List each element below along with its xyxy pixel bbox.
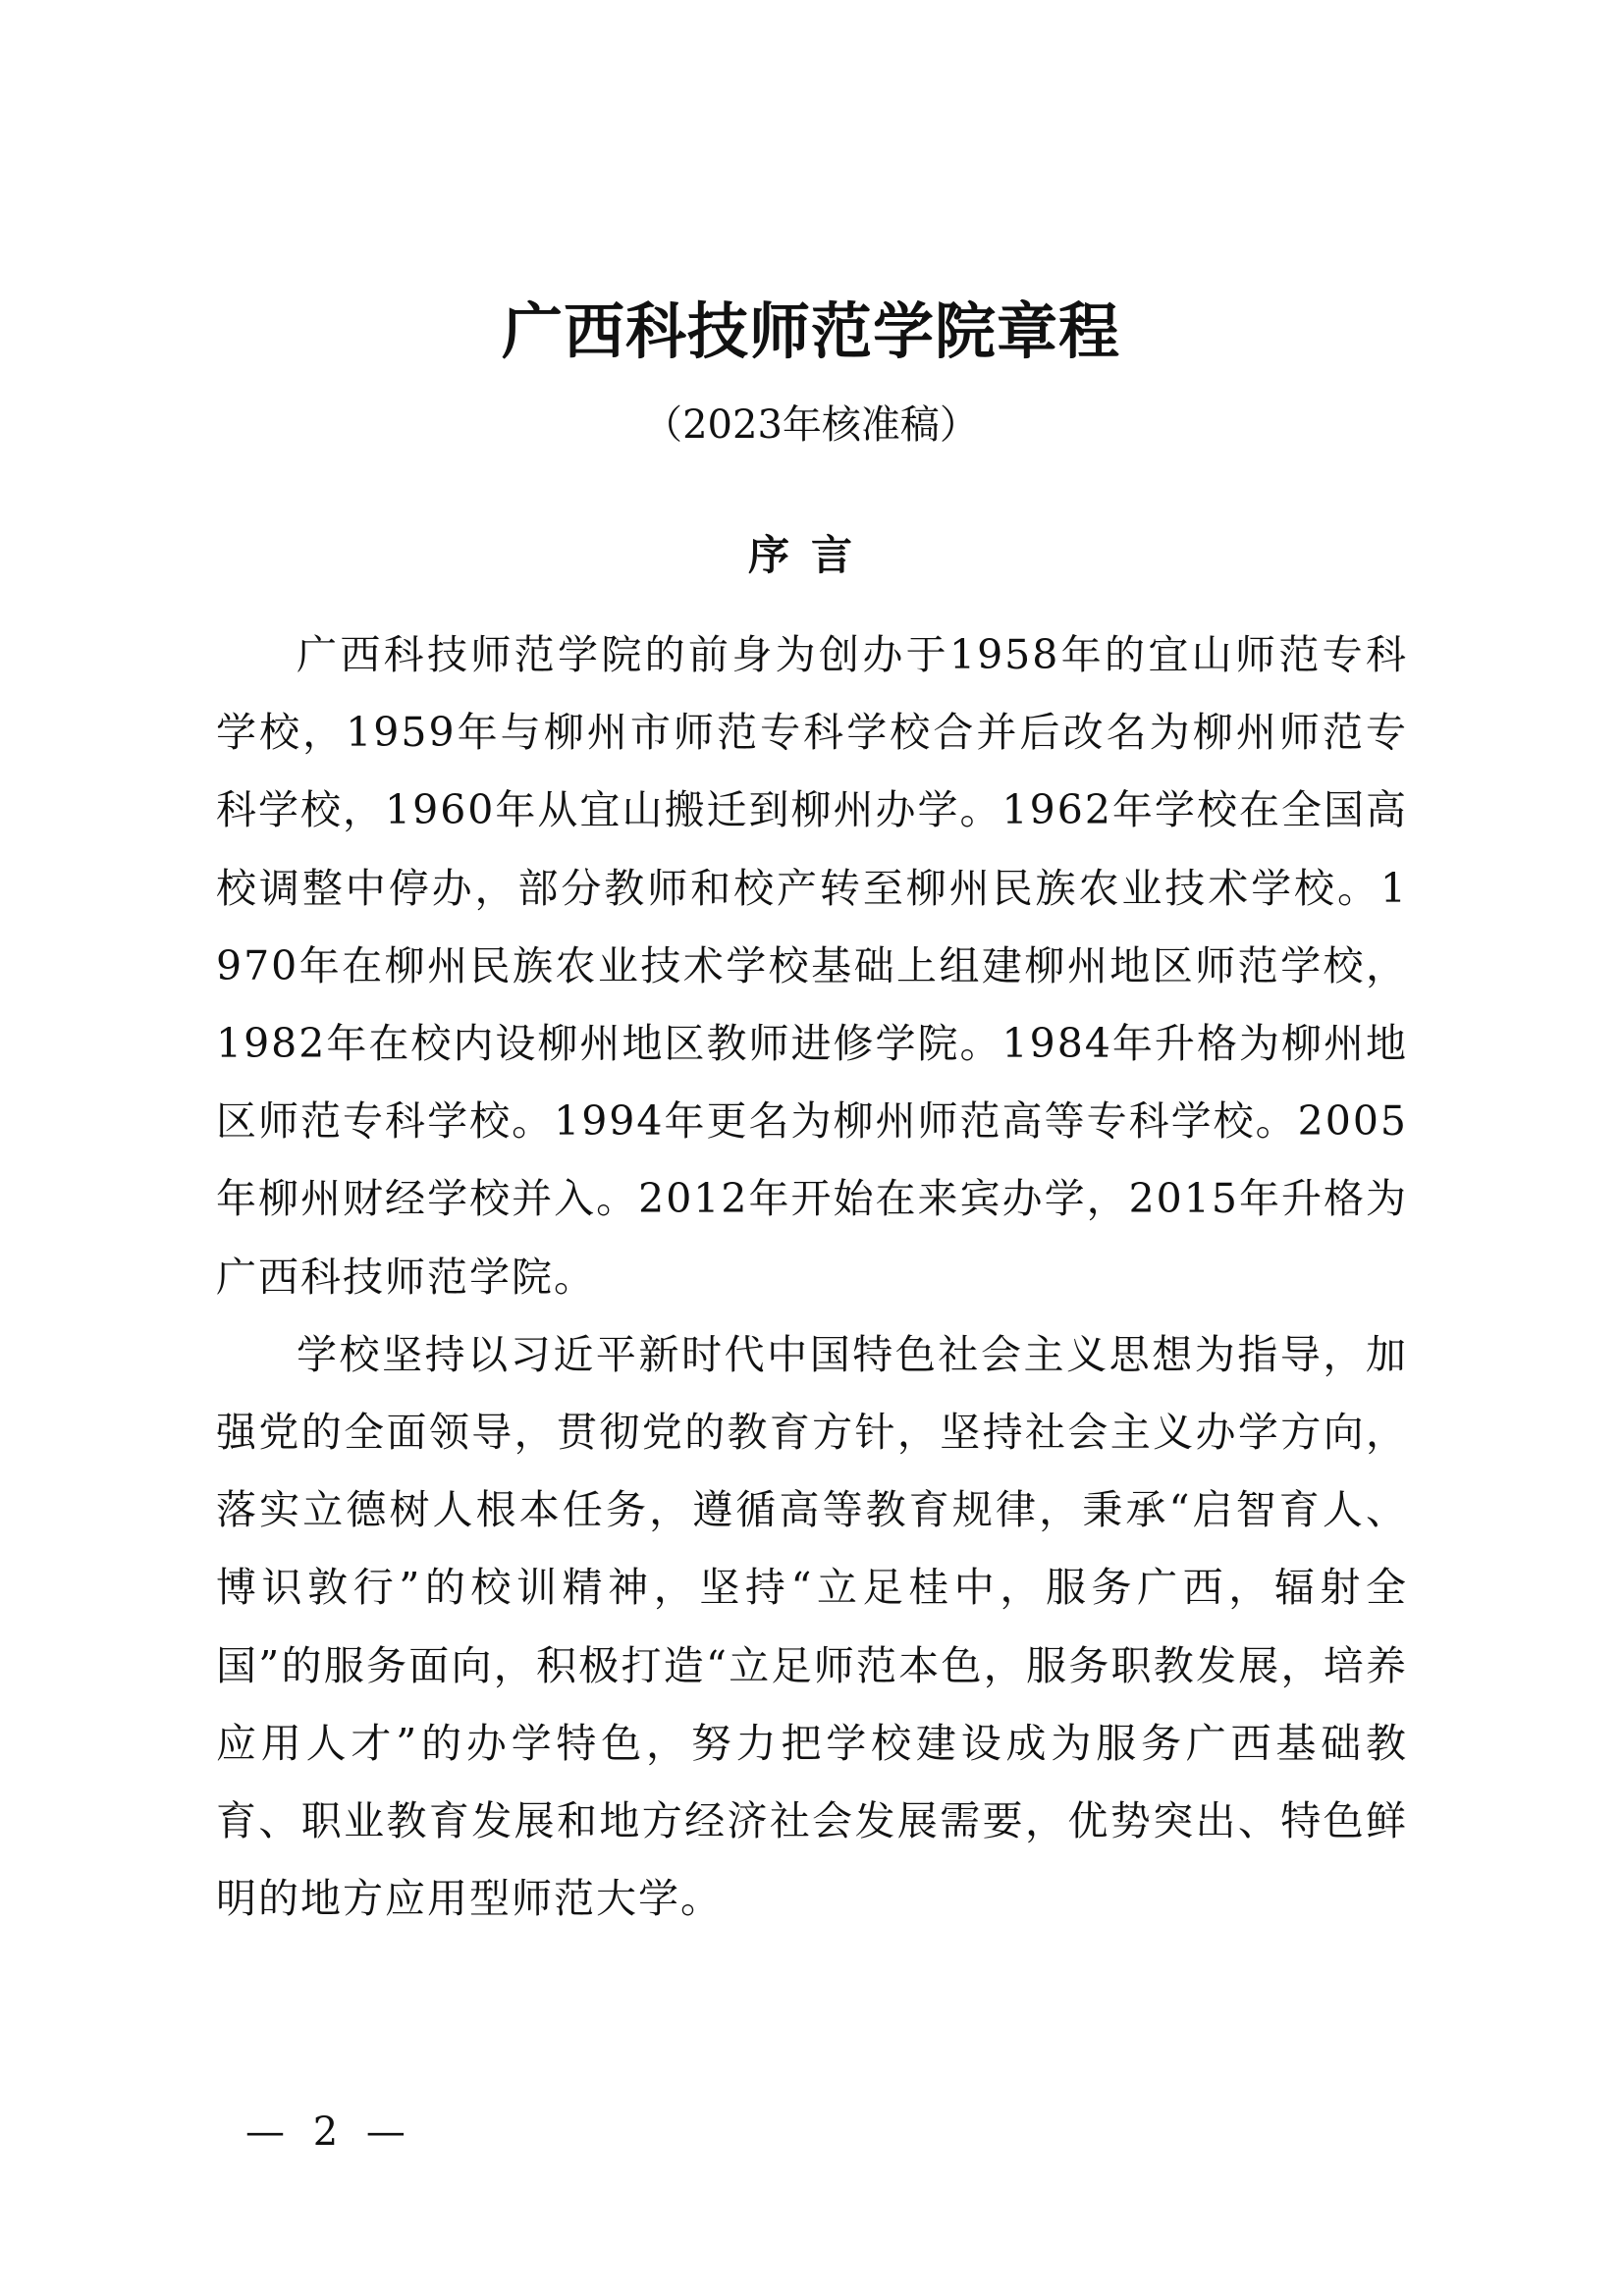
preface-paragraph-1: 广西科技师范学院的前身为创办于1958年的宜山师范专科学校，1959年与柳州市师范专科学校合并后改名为柳州师范专科学校，1960年从宜山搬迁到柳州办学。1962年学校在全国高校调整中停办，部分教师和校产转至柳州民族农业技术学校。1970年在柳州民族农业技术学校基础上组建柳州地区师范学校，1982年在校内设柳州地区教师进修学院。1984年升格为柳州地区师范专科学校。1994年更名为柳州师范高等专科学校。2005年柳州财经学校并入。2012年开始在来宾办学，2015年升格为广西科技师范学院。 [216, 631, 1408, 1301]
document-title: 广西科技师范学院章程 [501, 295, 1120, 367]
page-number: — 2 — [245, 2109, 413, 2155]
preface-paragraph-2: 学校坚持以习近平新时代中国特色社会主义思想为指导，加强党的全面领导，贯彻党的教育方针，坚持社会主义办学方向，落实立德树人根本任务，遵循高等教育规律，秉承“启智育人、博识敦行”的校训精神，坚持“立足桂中，服务广西，辐射全国”的服务面向，积极打造“立足师范本色，服务职教发展，培养应用人才”的办学特色，努力把学校建设成为服务广西基础教育、职业教育发展和地方经济社会发展需要，优势突出、特色鲜明的地方应用型师范大学。 [216, 1330, 1408, 1923]
section-heading-preface: 序言 [747, 531, 874, 579]
preface-body [216, 616, 1408, 1938]
document-subtitle: （2023年核准稿） [643, 402, 979, 448]
